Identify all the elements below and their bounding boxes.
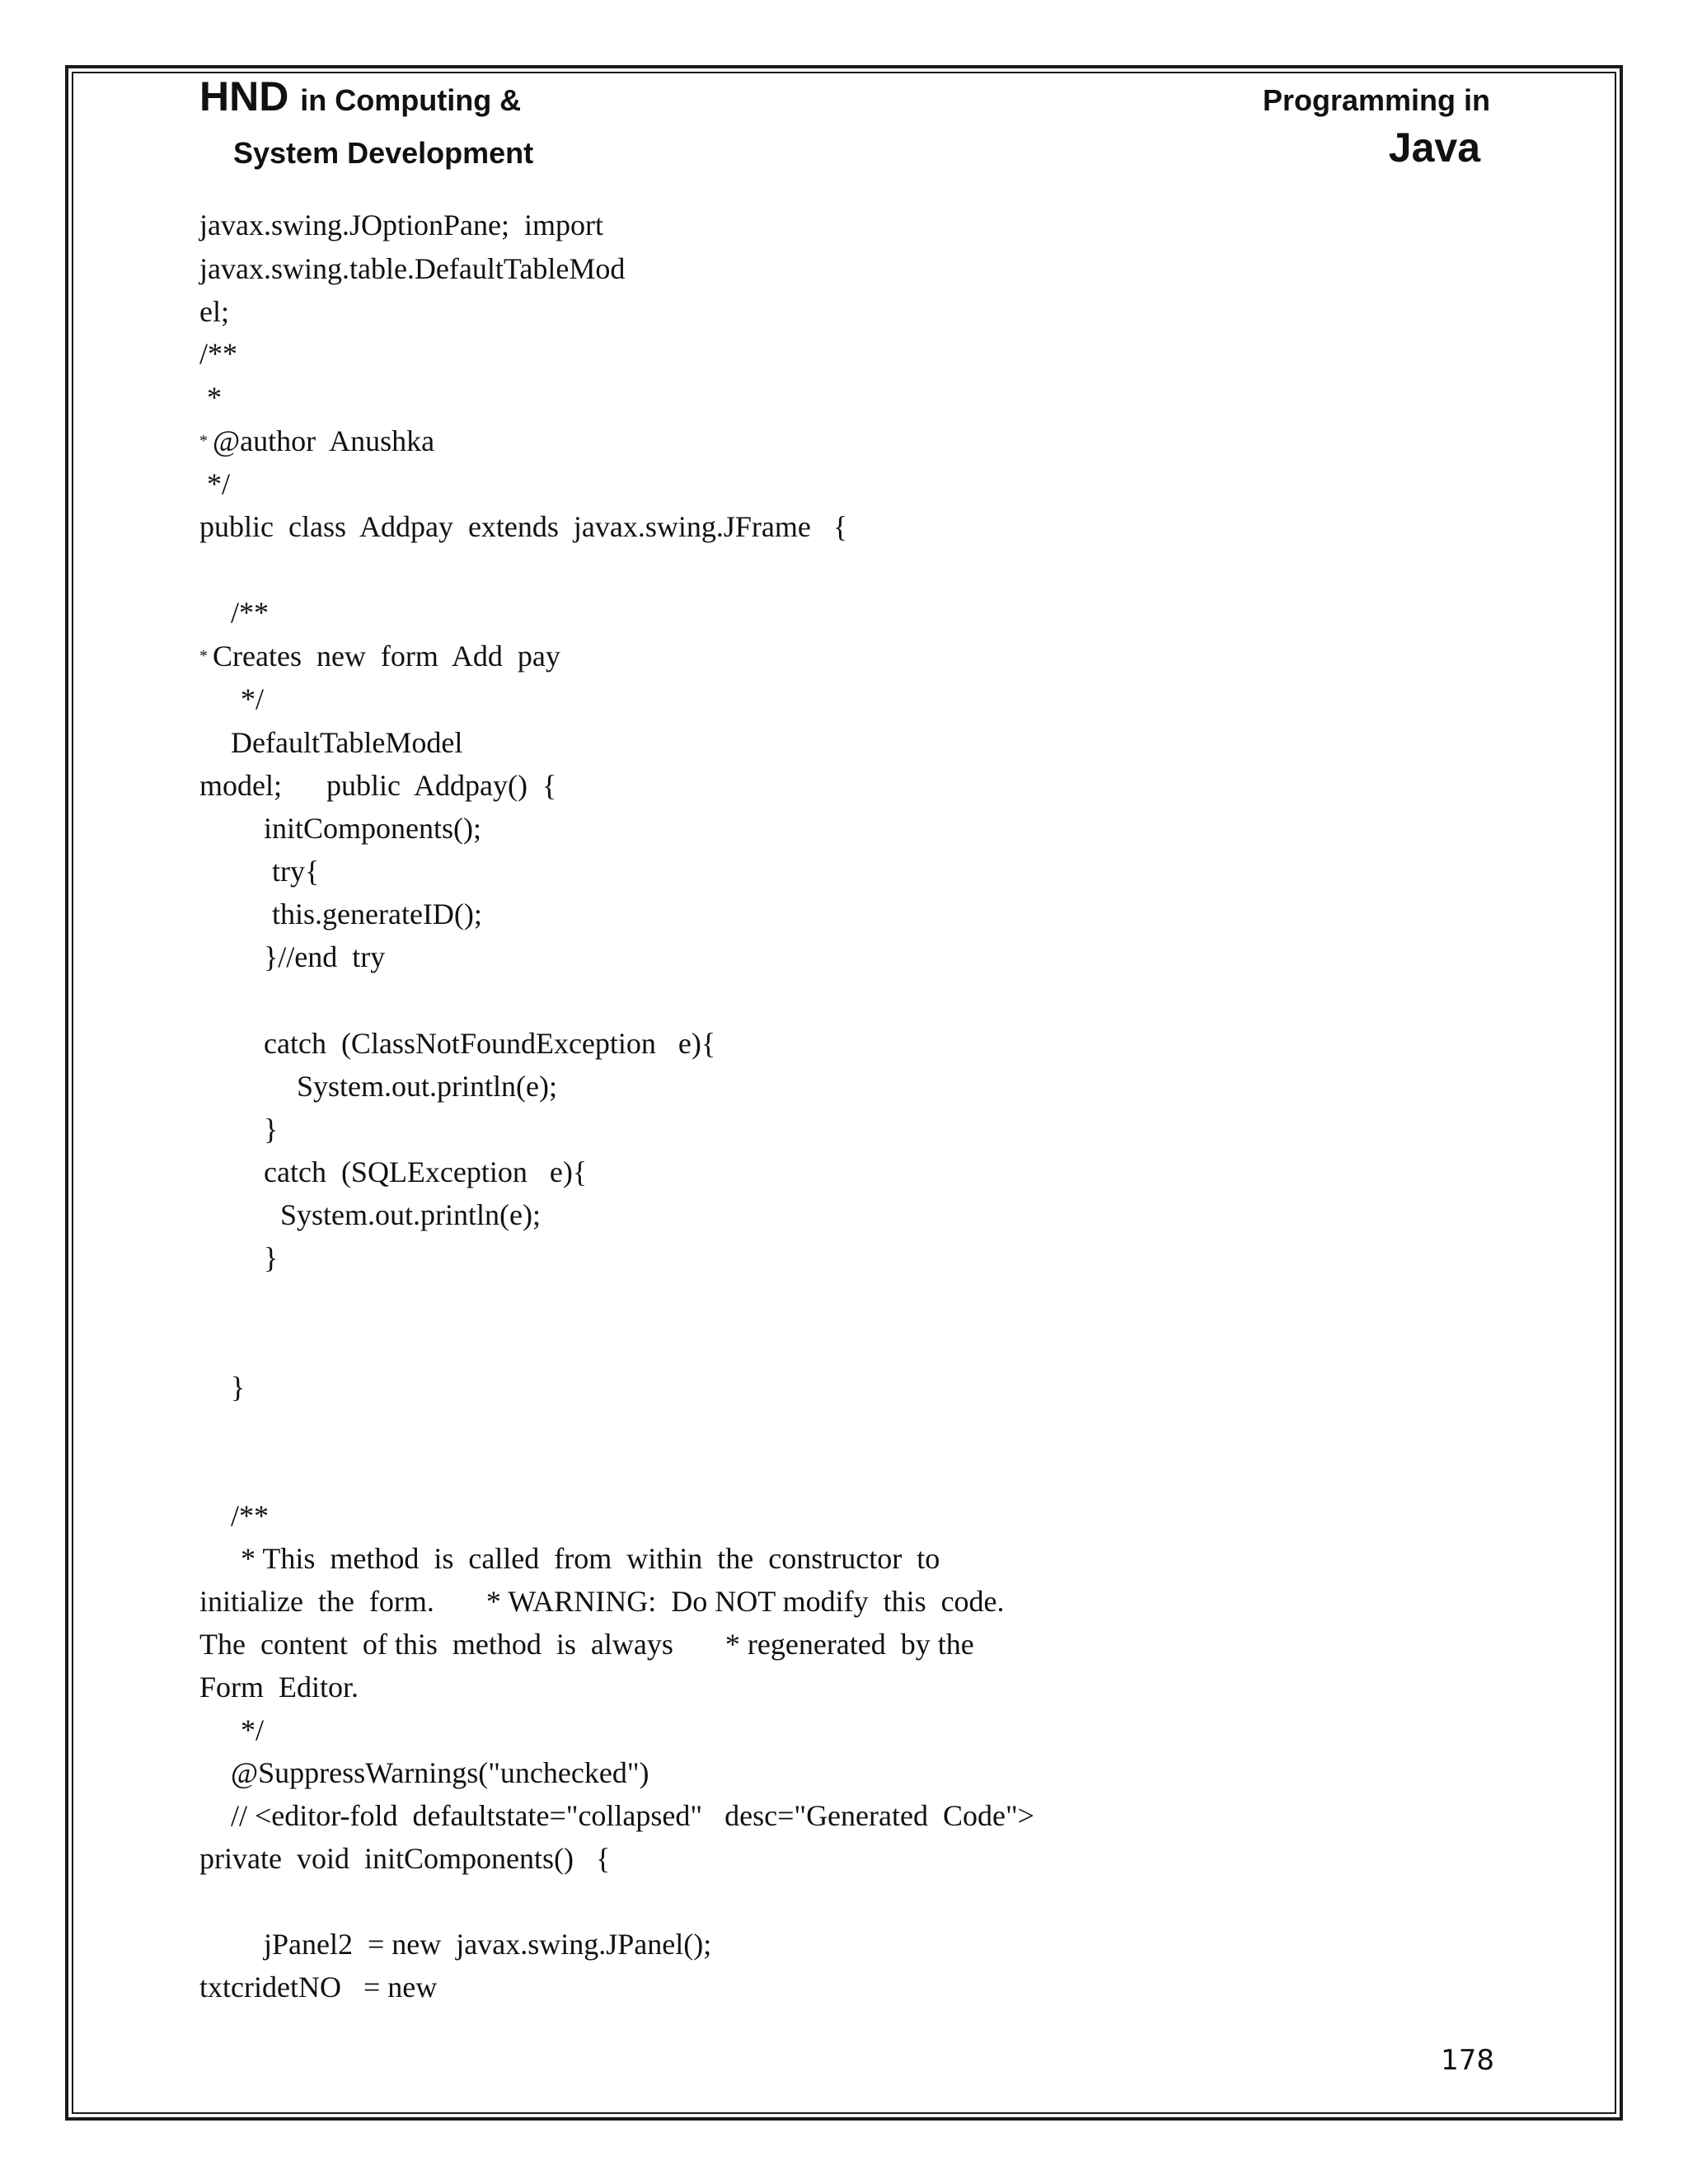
code-line: private void initComponents() { <box>199 1842 611 1875</box>
code-line: initialize the form. * WARNING: Do NOT modify this code. <box>199 1585 1005 1618</box>
code-line: } <box>231 1371 246 1404</box>
header-course: in Computing & <box>300 83 522 117</box>
code-line: /** <box>231 1499 270 1532</box>
code-line: * <box>199 381 222 414</box>
code-line: initComponents(); <box>264 812 481 845</box>
code-line: */ <box>241 682 265 715</box>
header-subject-line1: Programming in <box>1262 83 1490 117</box>
header-hnd: HND <box>199 73 289 120</box>
code-line: model; public Addpay() { <box>199 769 557 802</box>
code-line: // <editor-fold defaultstate="collapsed" desc="Generated Code"> <box>231 1799 1034 1832</box>
code-line: txtcridetNO = new <box>199 1971 438 2004</box>
page-number: 178 <box>1441 2044 1494 2077</box>
code-line: The content of this method is always * regenerated by the <box>199 1628 974 1661</box>
code-line-text: Creates new form Add pay <box>213 640 560 673</box>
code-line: this.generateID(); <box>272 898 482 930</box>
code-line: catch (SQLException e){ <box>264 1155 588 1188</box>
header-left-line1 <box>199 73 521 120</box>
code-line: */ <box>241 1713 265 1746</box>
code-line: public class Addpay extends javax.swing.JFrame { <box>199 510 848 543</box>
code-line: /** <box>199 337 238 370</box>
code-line: Form Editor. <box>199 1671 359 1704</box>
code-line: */ <box>199 467 231 500</box>
code-line: el; <box>199 295 229 328</box>
code-line: /** <box>231 596 270 629</box>
code-line-text: @author Anushka <box>213 424 435 457</box>
code-line: javax.swing.JOptionPane; import <box>199 209 603 241</box>
code-line <box>199 424 434 458</box>
bullet-star: * <box>199 647 208 665</box>
code-line: } <box>264 1113 279 1146</box>
code-line: jPanel2 = new javax.swing.JPanel(); <box>264 1928 712 1961</box>
header-subject-line2: Java <box>1388 124 1480 171</box>
code-line: System.out.println(e); <box>280 1198 541 1231</box>
code-line: } <box>264 1241 279 1274</box>
code-line: try{ <box>272 855 320 888</box>
code-line: * This method is called from within the constructor to <box>241 1542 940 1575</box>
code-line: DefaultTableModel <box>231 726 463 759</box>
bullet-star: * <box>199 432 208 450</box>
header-program: System Development <box>233 136 534 170</box>
code-line: catch (ClassNotFoundException e){ <box>264 1027 716 1060</box>
code-line: System.out.println(e); <box>297 1070 557 1103</box>
code-line: }//end try <box>264 940 386 973</box>
code-line: javax.swing.table.DefaultTableMod <box>199 252 626 285</box>
code-line: @SuppressWarnings("unchecked") <box>231 1756 649 1789</box>
code-line <box>199 639 560 673</box>
